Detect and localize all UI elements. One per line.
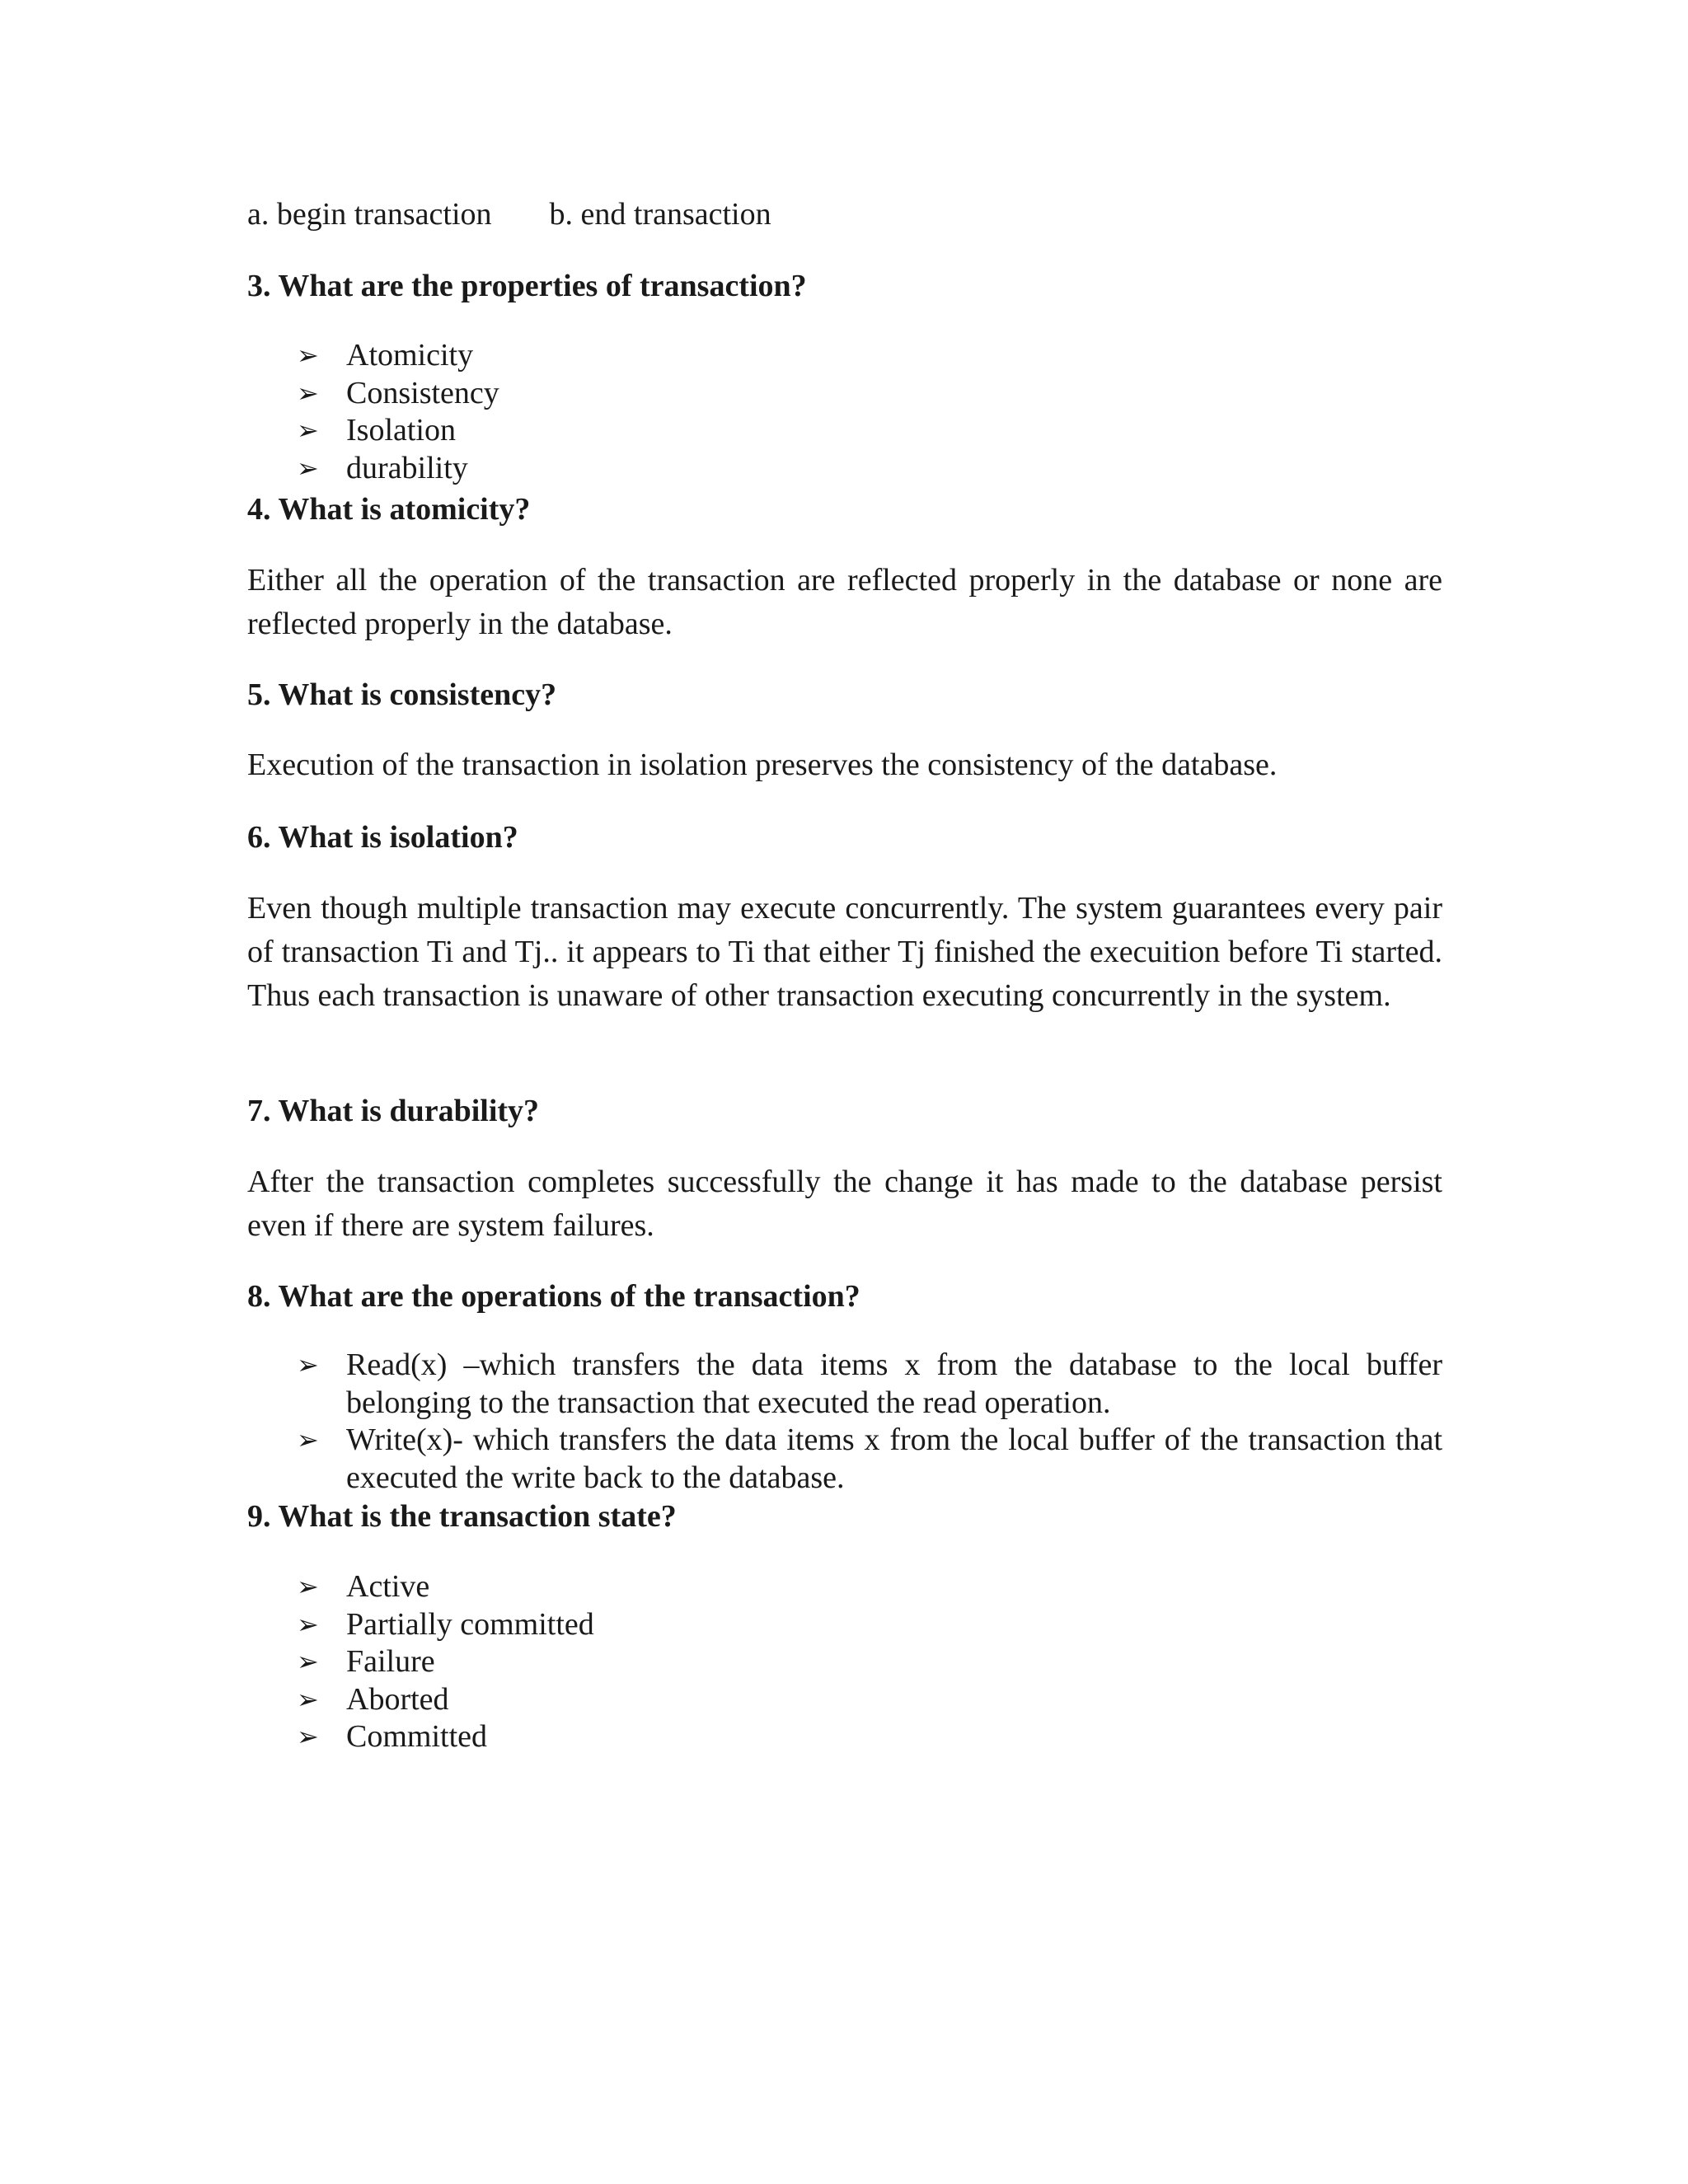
question-9-bullet-list — [247, 1568, 1442, 1756]
arrow-bullet-icon: ➢ — [297, 1721, 319, 1752]
list-item: ➢ Read(x) –which transfers the data items x from the database to the local buffer belonging to the transaction that executed the read operation. — [297, 1347, 1442, 1420]
intro-item-a: a. begin transaction — [247, 197, 492, 232]
list-item: ➢ Failure — [247, 1643, 1442, 1681]
intro-line — [247, 195, 1442, 233]
question-4-answer: Either all the operation of the transaction are reflected properly in the database or none are reflected properly in the database. — [247, 563, 1442, 641]
arrow-bullet-icon: ➢ — [297, 452, 319, 484]
document-page — [247, 0, 1442, 2184]
question-5-answer: Execution of the transaction in isolation preserves the consistency of the database. — [247, 748, 1278, 782]
arrow-bullet-icon: ➢ — [297, 1424, 319, 1455]
list-item: ➢ Partially committed — [247, 1606, 1442, 1644]
question-4-heading: 4. What is atomicity? — [247, 492, 531, 527]
arrow-bullet-icon: ➢ — [297, 1608, 319, 1640]
arrow-bullet-icon: ➢ — [297, 377, 319, 409]
arrow-bullet-icon: ➢ — [297, 415, 319, 446]
arrow-bullet-icon: ➢ — [297, 340, 319, 371]
question-9-heading: 9. What is the transaction state? — [247, 1499, 677, 1534]
list-item: ➢ Aborted — [247, 1681, 1442, 1719]
list-item: ➢ Atomicity — [247, 337, 1442, 375]
question-3-heading: 3. What are the properties of transaction? — [247, 269, 807, 303]
arrow-bullet-icon: ➢ — [297, 1349, 319, 1380]
question-6-answer: Even though multiple transaction may execute concurrently. The system guarantees every pair of transaction Ti and Tj.. it appears to Ti that either Tj finished the execuition before Ti started. Thus each transaction is unaware of other transaction executing concurrently in the system. — [247, 891, 1442, 1013]
question-7-answer: After the transaction completes successfully the change it has made to the database persist even if there are system failures. — [247, 1165, 1442, 1243]
question-7-heading: 7. What is durability? — [247, 1094, 540, 1128]
list-item: ➢ Active — [247, 1568, 1442, 1606]
question-3-bullet-list — [247, 337, 1442, 487]
intro-item-b: b. end transaction — [549, 197, 771, 232]
arrow-bullet-icon: ➢ — [297, 1571, 319, 1602]
list-item: ➢ Write(x)- which transfers the data items x from the local buffer of the transaction that executed the write back to the database. — [297, 1422, 1442, 1495]
list-item: ➢ Consistency — [247, 375, 1442, 413]
list-item: ➢ Isolation — [247, 412, 1442, 450]
question-8-bullet-list — [247, 1347, 1442, 1497]
list-item: ➢ durability — [247, 450, 1442, 488]
arrow-bullet-icon: ➢ — [297, 1646, 319, 1677]
list-item: ➢ Committed — [247, 1718, 1442, 1756]
question-5-heading: 5. What is consistency? — [247, 677, 557, 712]
arrow-bullet-icon: ➢ — [297, 1683, 319, 1715]
question-6-heading: 6. What is isolation? — [247, 820, 518, 855]
question-8-heading: 8. What are the operations of the transaction? — [247, 1279, 860, 1314]
